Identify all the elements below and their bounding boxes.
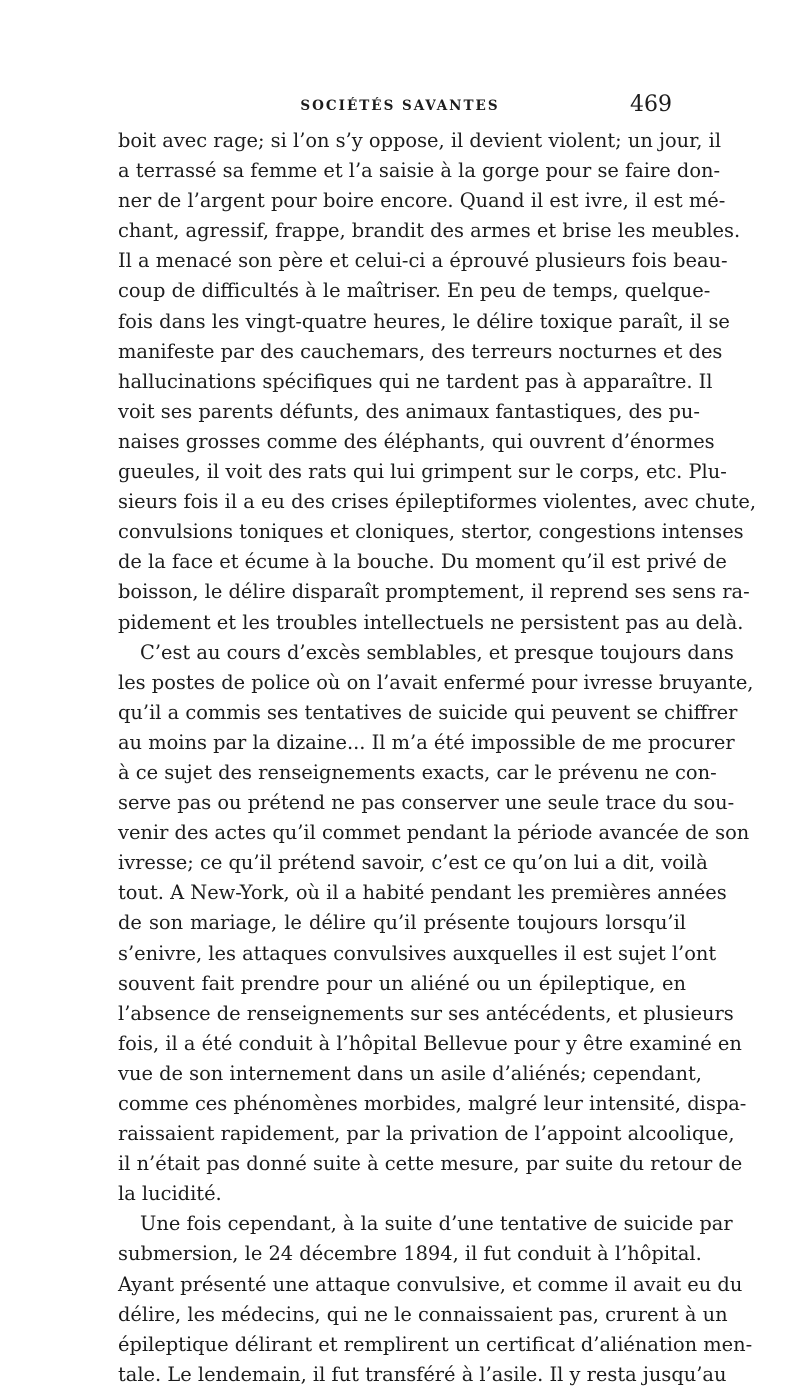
text-line: souvent fait prendre pour un aliéné ou un épileptique, en (118, 971, 686, 995)
text-line: tale. Le lendemain, il fut transféré à l’asile. Il y resta jusqu’au (118, 1362, 727, 1386)
text-line: a terrassé sa femme et l’a saisie à la gorge pour se faire don- (118, 159, 721, 183)
text-line: chant, agressif, frappe, brandit des armes et brise les meubles. (118, 219, 741, 243)
text-line: ner de l’argent pour boire encore. Quand il est ivre, il est mé- (118, 189, 726, 213)
text-line: fois dans les vingt-quatre heures, le délire toxique paraît, il se (118, 309, 730, 333)
text-line: vue de son internement dans un asile d’aliénés; cependant, (118, 1061, 702, 1085)
text-line: venir des actes qu’il commet pendant la période avancée de son (118, 821, 750, 845)
text-line: l’absence de renseignements sur ses antécédents, et plusieurs (118, 1001, 734, 1025)
page-number: 469 (630, 92, 672, 117)
text-line: à ce sujet des renseignements exacts, car le prévenu ne con- (118, 760, 717, 784)
paragraph-start-line: C’est au cours d’excès semblables, et presque toujours dans (140, 640, 734, 664)
text-line: fois, il a été conduit à l’hôpital Bellevue pour y être examiné en (118, 1031, 742, 1055)
text-line: coup de difficultés à le maîtriser. En peu de temps, quelque- (118, 279, 711, 303)
text-line: ivresse; ce qu’il prétend savoir, c’est ce qu’on lui a dit, voilà (118, 851, 708, 875)
text-line: les postes de police où on l’avait enfermé pour ivresse bruyante, (118, 670, 754, 694)
text-line: au moins par la dizaine... Il m’a été impossible de me procurer (118, 730, 735, 754)
text-line: voit ses parents défunts, des animaux fantastiques, des pu- (118, 399, 700, 423)
text-line: convulsions toniques et cloniques, stertor, congestions intenses (118, 520, 744, 544)
text-line: Ayant présenté une attaque convulsive, et comme il avait eu du (118, 1272, 743, 1296)
text-line: il n’était pas donné suite à cette mesure, par suite du retour de (118, 1152, 743, 1176)
text-line: raissaient rapidement, par la privation de l’appoint alcoolique, (118, 1122, 735, 1146)
body-text (118, 126, 757, 1390)
text-line: tout. A New-York, où il a habité pendant les premières années (118, 881, 727, 905)
text-line: qu’il a commis ses tentatives de suicide qui peuvent se chiffrer (118, 700, 738, 724)
text-line: comme ces phénomènes morbides, malgré leur intensité, dispa- (118, 1092, 747, 1115)
text-line: naises grosses comme des éléphants, qui ouvrent d’énormes (118, 429, 715, 453)
text-line: hallucinations spécifiques qui ne tardent pas à apparaître. Il (118, 369, 713, 393)
text-line: pidement et les troubles intellectuels ne persistent pas au delà. (118, 610, 744, 634)
text-line: boisson, le délire disparaît promptement, il reprend ses sens ra- (118, 580, 750, 604)
text-line: s’enivre, les attaques convulsives auxquelles il est sujet l’ont (118, 941, 717, 965)
text-line: la lucidité. (118, 1182, 222, 1206)
text-line: de la face et écume à la bouche. Du moment qu’il est privé de (118, 550, 727, 574)
text-line: de son mariage, le délire qu’il présente toujours lorsqu’il (118, 911, 686, 935)
text-line: Il a menacé son père et celui-ci a éprouvé plusieurs fois beau- (118, 249, 728, 273)
text-line: manifeste par des cauchemars, des terreurs nocturnes et des (118, 339, 723, 363)
paragraph-start-line: Une fois cependant, à la suite d’une tentative de suicide par (140, 1212, 733, 1236)
page-header (120, 92, 680, 120)
text-line: délire, les médecins, qui ne le connaissaient pas, crurent à un (118, 1302, 728, 1326)
text-line: gueules, il voit des rats qui lui grimpent sur le corps, etc. Plu- (118, 460, 727, 484)
text-line: submersion, le 24 décembre 1894, il fut conduit à l’hôpital. (118, 1242, 702, 1266)
running-head: SOCIÉTÉS SAVANTES (300, 98, 500, 114)
text-line: sieurs fois il a eu des crises épileptiformes violentes, avec chute, (118, 490, 757, 514)
text-line: épileptique délirant et remplirent un certificat d’aliénation men- (118, 1332, 753, 1356)
text-line: boit avec rage; si l’on s’y oppose, il devient violent; un jour, il (118, 129, 722, 152)
text-line: serve pas ou prétend ne pas conserver une seule trace du sou- (118, 791, 735, 815)
